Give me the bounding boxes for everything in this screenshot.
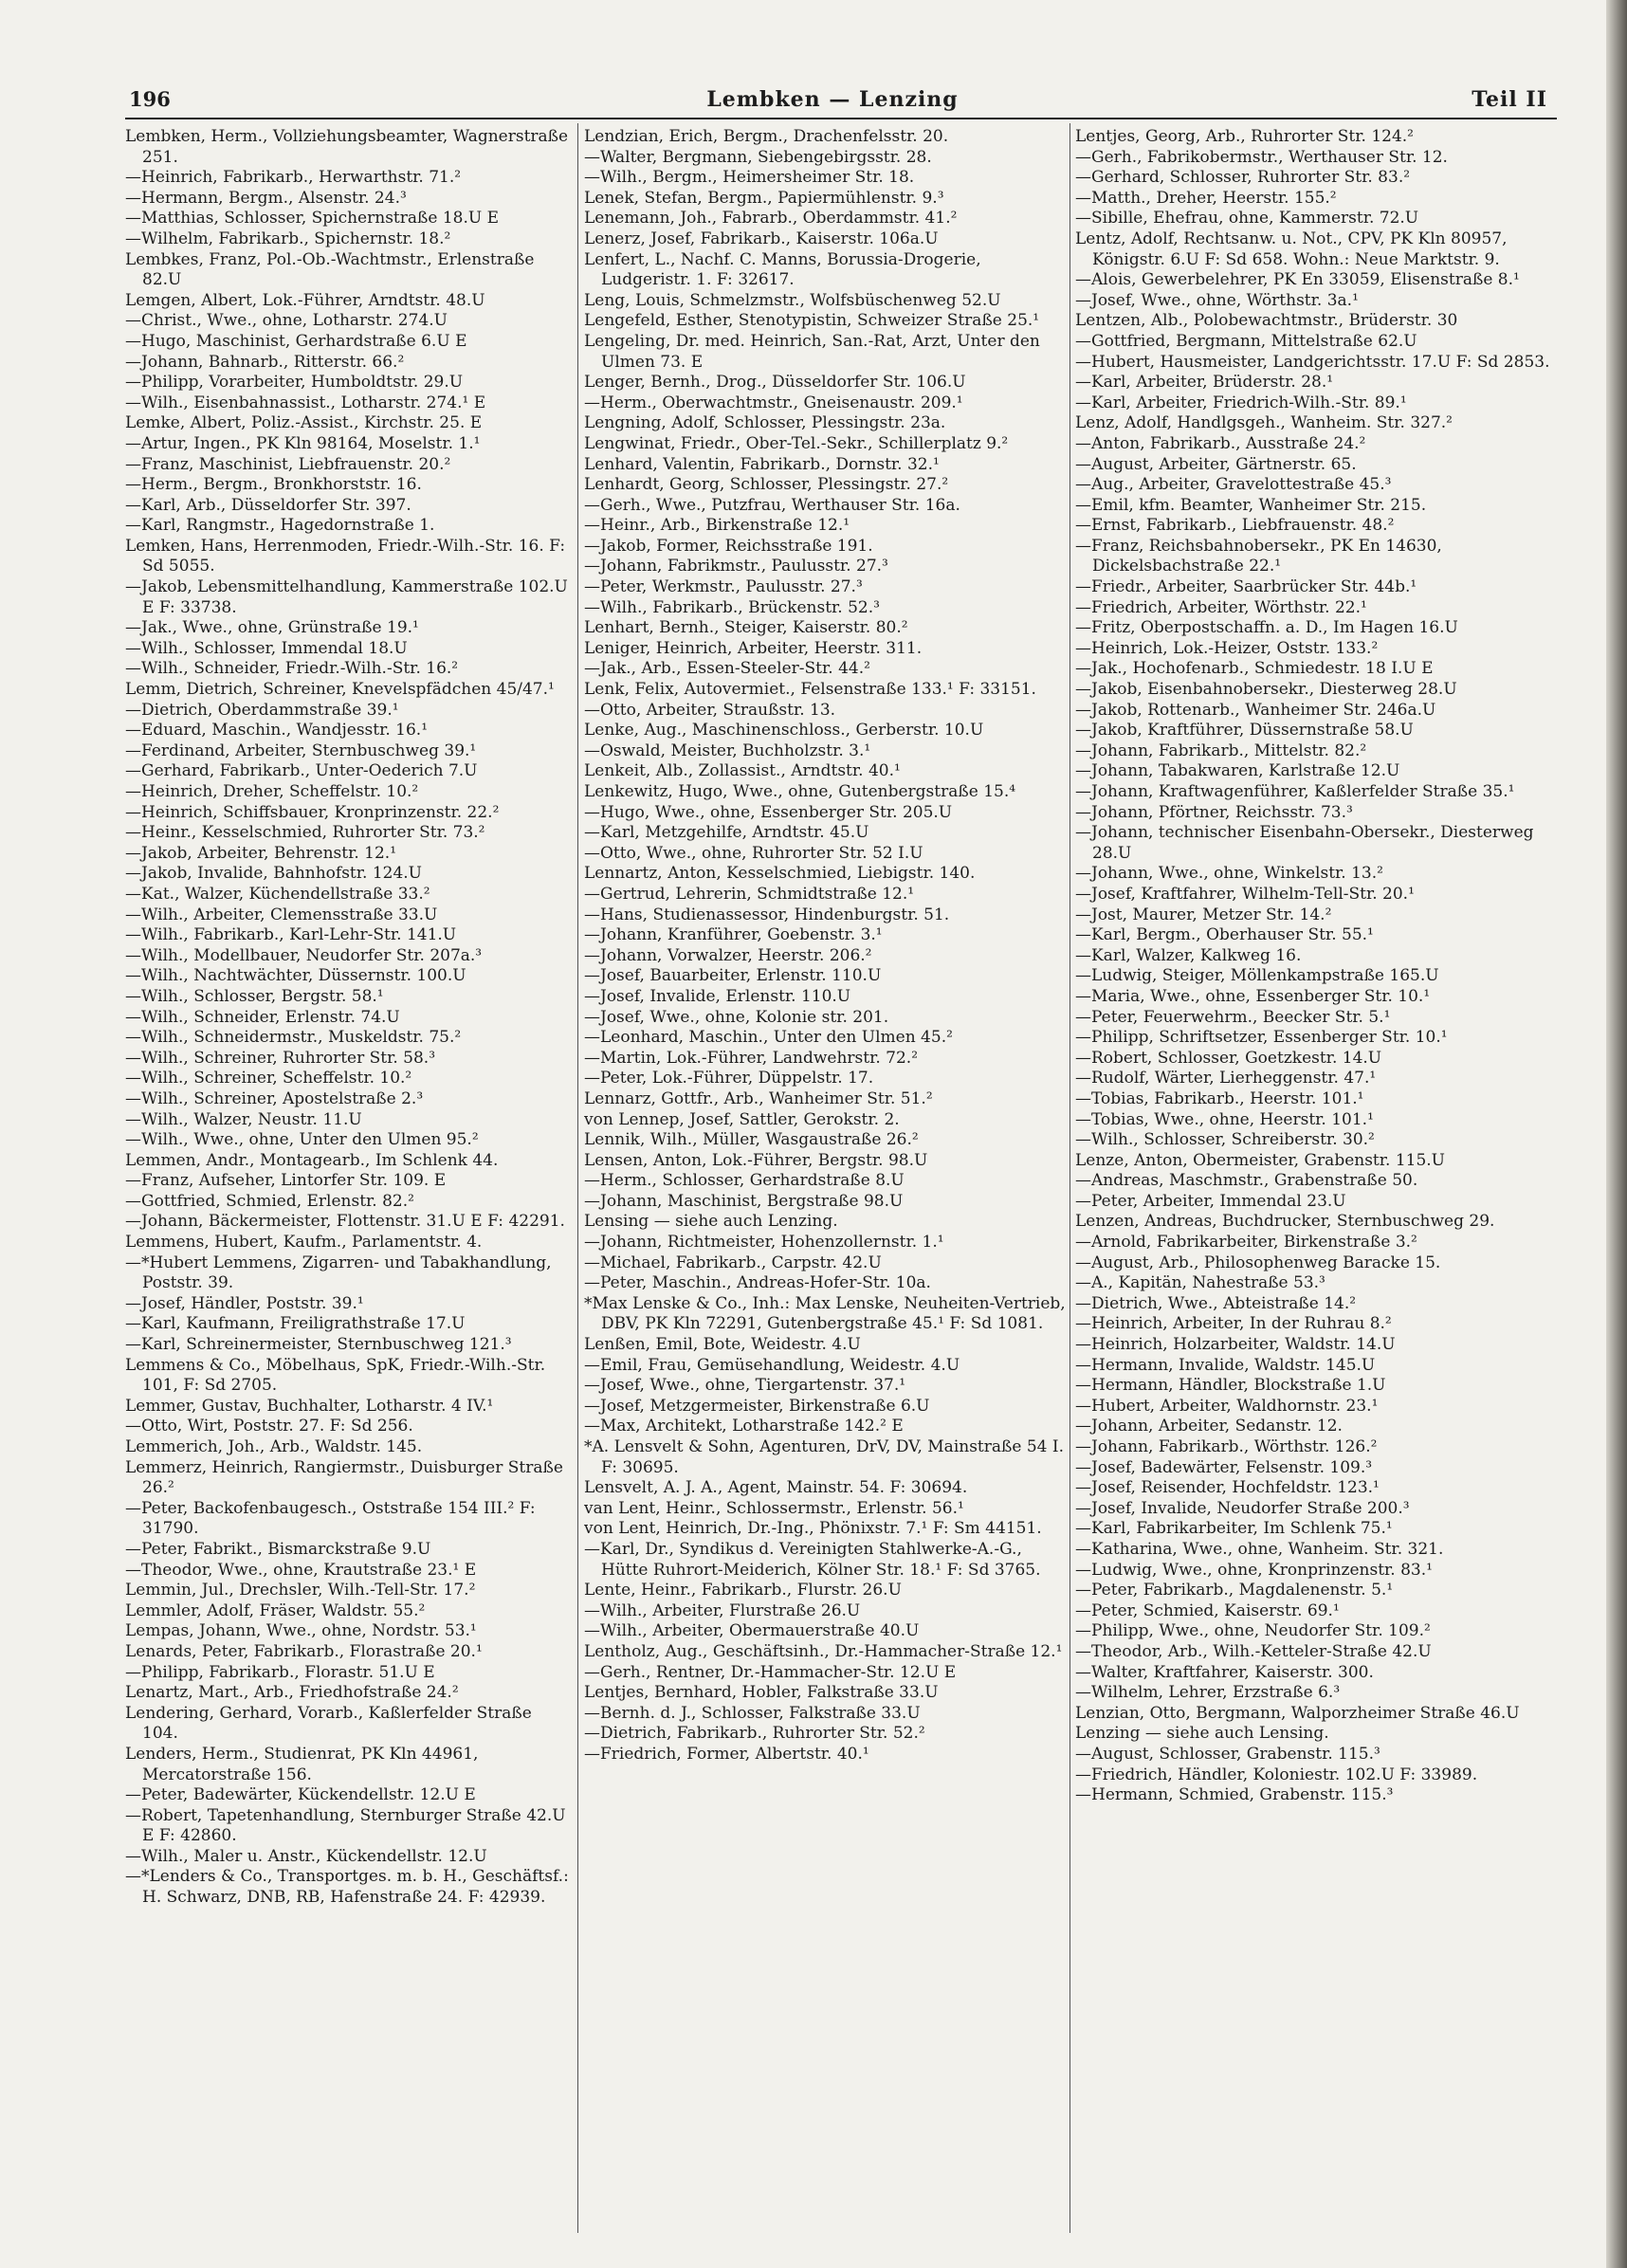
directory-entry: —Jak., Wwe., ohne, Grünstraße 19.¹ [125, 618, 419, 638]
directory-entry: —Robert, Tapetenhandlung, Sternburger Straße 42.U E F: 42860. [125, 1805, 566, 1846]
directory-entry: Lengeling, Dr. med. Heinrich, San.-Rat, Arzt, Unter den Ulmen 73. E [584, 331, 1040, 372]
directory-entry: —Ernst, Fabrikarb., Liebfrauenstr. 48.² [1075, 516, 1395, 536]
directory-entry: Lenz, Adolf, Handlgsgeh., Wanheim. Str. 327.² [1075, 413, 1453, 433]
directory-entry: —Gerhard, Fabrikarb., Unter-Oederich 7.U [125, 761, 478, 781]
directory-entry: —Peter, Feuerwehrm., Beecker Str. 5.¹ [1075, 1007, 1391, 1027]
directory-entry: —Emil, Frau, Gemüsehandlung, Weidestr. 4.U [584, 1355, 960, 1375]
directory-entry: Lengwinat, Friedr., Ober-Tel.-Sekr., Schillerplatz 9.² [584, 433, 1009, 453]
directory-entry: —*Lenders & Co., Transportges. m. b. H., Geschäftsf.: H. Schwarz, DNB, RB, Hafenstraße 24. F: 42939. [125, 1867, 569, 1908]
directory-entry: —Arnold, Fabrikarbeiter, Birkenstraße 3.² [1075, 1233, 1417, 1253]
directory-entry: Lenze, Anton, Obermeister, Grabenstr. 115.U [1075, 1150, 1446, 1170]
directory-entry: —Heinrich, Schiffsbauer, Kronprinzenstr. 22.² [125, 802, 500, 822]
directory-entry: Lengning, Adolf, Schlosser, Plessingstr. 23a. [584, 413, 946, 433]
directory-entry: —Gertrud, Lehrerin, Schmidtstraße 12.¹ [584, 884, 915, 904]
directory-entry: —Wilh., Eisenbahnassist., Lotharstr. 274.¹ E [125, 393, 486, 412]
directory-entry: —Heinrich, Dreher, Scheffelstr. 10.² [125, 782, 419, 801]
directory-entry: —Walter, Kraftfahrer, Kaiserstr. 300. [1075, 1662, 1374, 1682]
directory-entry: —Jakob, Invalide, Bahnhofstr. 124.U [125, 864, 423, 884]
directory-entry: —Jakob, Former, Reichsstraße 191. [584, 536, 873, 556]
page-header [91, 87, 1574, 116]
directory-entry: —Karl, Fabrikarbeiter, Im Schlenk 75.¹ [1075, 1519, 1393, 1539]
directory-entry: —Bernh. d. J., Schlosser, Falkstraße 33.U [584, 1703, 921, 1723]
directory-entry: Lenemann, Joh., Fabrarb., Oberdammstr. 41.² [584, 209, 958, 229]
directory-entry: —Wilhelm, Lehrer, Erzstraße 6.³ [1075, 1683, 1341, 1703]
directory-entry: Lendering, Gerhard, Vorarb., Kaßlerfelder Straße 104. [125, 1703, 532, 1744]
directory-entry: —Wilh., Schlosser, Schreiberstr. 30.² [1075, 1130, 1375, 1150]
directory-entry: —Wilh., Schreiner, Ruhrorter Str. 58.³ [125, 1048, 436, 1068]
directory-entry: —Wilh., Schneider, Friedr.-Wilh.-Str. 16.² [125, 659, 459, 679]
directory-entry: —Kat., Walzer, Küchendellstraße 33.² [125, 884, 430, 904]
directory-entry: —Friedr., Arbeiter, Saarbrücker Str. 44b.¹ [1075, 577, 1417, 597]
directory-entry: —Karl, Walzer, Kalkweg 16. [1075, 945, 1302, 965]
directory-entry: —Ferdinand, Arbeiter, Sternbuschweg 39.¹ [125, 741, 477, 760]
directory-entry: —Emil, kfm. Beamter, Wanheimer Str. 215. [1075, 495, 1427, 515]
directory-entry: Lemgen, Albert, Lok.-Führer, Arndtstr. 48.U [125, 290, 485, 310]
directory-entry: —Leonhard, Maschin., Unter den Ulmen 45.² [584, 1028, 953, 1048]
directory-entry: —Johann, Fabrikarb., Wörthstr. 126.² [1075, 1437, 1378, 1456]
directory-entry: —Gerh., Fabrikobermstr., Werthauser Str. 12. [1075, 147, 1448, 167]
directory-entry: Lenhard, Valentin, Fabrikarb., Dornstr. 32.¹ [584, 454, 940, 474]
directory-entry: Lenders, Herm., Studienrat, PK Kln 44961, Mercatorstraße 156. [125, 1744, 479, 1784]
directory-entry: —Peter, Lok.-Führer, Düppelstr. 17. [584, 1069, 874, 1088]
directory-entry: *Max Lenske & Co., Inh.: Max Lenske, Neuheiten-Vertrieb, DBV, PK Kln 72291, Gutenbergstraße 45.¹ F: Sd 1081. [584, 1293, 1066, 1334]
directory-entry: —Otto, Wwe., ohne, Ruhrorter Str. 52 I.U [584, 843, 923, 863]
directory-entry: —Anton, Fabrikarb., Ausstraße 24.² [1075, 433, 1366, 453]
directory-entry: —Heinrich, Arbeiter, In der Ruhrau 8.² [1075, 1314, 1392, 1334]
directory-entry: —Eduard, Maschin., Wandjesstr. 16.¹ [125, 721, 429, 741]
directory-entry: —Josef, Wwe., ohne, Tiergartenstr. 37.¹ [584, 1376, 906, 1396]
directory-entry: —Johann, Kraftwagenführer, Kaßlerfelder Straße 35.¹ [1075, 782, 1515, 801]
directory-entry: —Gerh., Rentner, Dr.-Hammacher-Str. 12.U E [584, 1662, 957, 1682]
directory-entry: —Philipp, Schriftsetzer, Essenberger Str. 10.¹ [1075, 1028, 1448, 1048]
directory-entry: —Andreas, Maschmstr., Grabenstraße 50. [1075, 1171, 1418, 1191]
directory-entry: Lemmin, Jul., Drechsler, Wilh.-Tell-Str. 17.² [125, 1581, 476, 1600]
directory-entry: —Johann, Pförtner, Reichsstr. 73.³ [1075, 802, 1353, 822]
directory-entry: —Herm., Schlosser, Gerhardstraße 8.U [584, 1171, 905, 1191]
directory-entry: Lensing — siehe auch Lenzing. [584, 1212, 838, 1232]
directory-entry: —Wilh., Fabrikarb., Brückenstr. 52.³ [584, 597, 880, 617]
directory-entry: —Wilh., Nachtwächter, Düssernstr. 100.U [125, 966, 466, 986]
directory-entry: —Peter, Maschin., Andreas-Hofer-Str. 10a. [584, 1273, 931, 1293]
directory-entry: —Karl, Arbeiter, Friedrich-Wilh.-Str. 89.¹ [1075, 393, 1407, 412]
directory-entry: —Jakob, Lebensmittelhandlung, Kammerstraße 102.U E F: 33738. [125, 577, 568, 617]
directory-entry: —Ludwig, Steiger, Möllenkampstraße 165.U [1075, 966, 1439, 986]
directory-entry: Leng, Louis, Schmelzmstr., Wolfsbüschenweg 52.U [584, 290, 1001, 310]
directory-entry: Lensvelt, A. J. A., Agent, Mainstr. 54. F: 30694. [584, 1478, 968, 1498]
directory-entry: —Alois, Gewerbelehrer, PK En 33059, Elisenstraße 8.¹ [1075, 270, 1520, 290]
directory-entry: van Lent, Heinr., Schlossermstr., Erlenstr. 56.¹ [584, 1498, 964, 1518]
directory-entry: —Rudolf, Wärter, Lierheggenstr. 47.¹ [1075, 1069, 1377, 1088]
directory-entry: —Dietrich, Fabrikarb., Ruhrorter Str. 52.² [584, 1724, 925, 1744]
directory-entry: —Philipp, Fabrikarb., Florastr. 51.U E [125, 1662, 435, 1682]
directory-entry: —Maria, Wwe., ohne, Essenberger Str. 10.¹ [1075, 986, 1431, 1006]
directory-entry: Lentz, Adolf, Rechtsanw. u. Not., CPV, PK Kln 80957, Königstr. 6.U F: Sd 658. Wohn.: Neue Marktstr. 9. [1075, 229, 1508, 269]
directory-entry: —Wilhelm, Fabrikarb., Spichernstr. 18.² [125, 229, 451, 248]
directory-entry: Lennik, Wilh., Müller, Wasgaustraße 26.² [584, 1130, 919, 1150]
directory-entry: —Heinrich, Holzarbeiter, Waldstr. 14.U [1075, 1335, 1396, 1355]
part-label: Teil II [1472, 87, 1547, 112]
column-1 [125, 127, 573, 2232]
directory-entry: —Hugo, Maschinist, Gerhardstraße 6.U E [125, 331, 467, 351]
directory-entry: —Peter, Werkmstr., Paulusstr. 27.³ [584, 577, 863, 597]
directory-entry: —Johann, Wwe., ohne, Winkelstr. 13.² [1075, 864, 1383, 884]
directory-entry: Leniger, Heinrich, Arbeiter, Heerstr. 311. [584, 638, 923, 658]
directory-entry: —Karl, Kaufmann, Freiligrathstraße 17.U [125, 1314, 466, 1334]
directory-entry: —Johann, Kranführer, Goebenstr. 3.¹ [584, 925, 883, 945]
directory-entry: —Wilh., Wwe., ohne, Unter den Ulmen 95.² [125, 1130, 479, 1150]
directory-entry: —Wilh., Schneidermstr., Muskeldstr. 75.² [125, 1028, 462, 1048]
directory-entry: Lemmerich, Joh., Arb., Waldstr. 145. [125, 1437, 423, 1456]
directory-entry: —Karl, Dr., Syndikus d. Vereinigten Stahlwerke-A.-G., Hütte Ruhrort-Meiderich, Kölner Str. 18.¹ F: Sd 3765. [584, 1539, 1041, 1580]
directory-entry: —Peter, Badewärter, Kückendellstr. 12.U E [125, 1785, 476, 1805]
directory-entry: —Josef, Wwe., ohne, Wörthstr. 3a.¹ [1075, 290, 1359, 310]
directory-entry: Lengefeld, Esther, Stenotypistin, Schweizer Straße 25.¹ [584, 311, 1040, 331]
directory-entry: —Gerh., Wwe., Putzfrau, Werthauser Str. 16a. [584, 495, 960, 515]
directory-entry: Lenhart, Bernh., Steiger, Kaiserstr. 80.² [584, 618, 908, 638]
directory-entry: —Theodor, Arb., Wilh.-Ketteler-Straße 42.U [1075, 1641, 1432, 1661]
directory-entry: Lente, Heinr., Fabrikarb., Flurstr. 26.U [584, 1581, 902, 1600]
header-rule [125, 118, 1557, 119]
directory-entry: Lempas, Johann, Wwe., ohne, Nordstr. 53.¹ [125, 1621, 477, 1641]
directory-entry: —Josef, Kraftfahrer, Wilhelm-Tell-Str. 20.¹ [1075, 884, 1415, 904]
directory-entry: Lemmler, Adolf, Fräser, Waldstr. 55.² [125, 1600, 426, 1620]
directory-entry: —Michael, Fabrikarb., Carpstr. 42.U [584, 1253, 882, 1272]
directory-entry: Lemmerz, Heinrich, Rangiermstr., Duisburger Straße 26.² [125, 1457, 563, 1498]
directory-entry: —Karl, Arb., Düsseldorfer Str. 397. [125, 495, 411, 515]
directory-entry: —Karl, Metzgehilfe, Arndtstr. 45.U [584, 823, 869, 843]
directory-entry: —Heinr., Kesselschmied, Ruhrorter Str. 73.² [125, 823, 485, 843]
directory-entry: —Peter, Fabrikarb., Magdalenenstr. 5.¹ [1075, 1581, 1394, 1600]
directory-entry: —Gottfried, Bergmann, Mittelstraße 62.U [1075, 331, 1417, 351]
directory-entry: Lemmen, Andr., Montagearb., Im Schlenk 44. [125, 1150, 499, 1170]
directory-entry: —Wilh., Schlosser, Bergstr. 58.¹ [125, 986, 384, 1006]
directory-entry: —August, Schlosser, Grabenstr. 115.³ [1075, 1744, 1380, 1764]
directory-entry: —Franz, Reichsbahnobersekr., PK En 14630, Dickelsbachstraße 22.¹ [1075, 536, 1442, 576]
directory-entry: Lentholz, Aug., Geschäftsinh., Dr.-Hammacher-Straße 12.¹ [584, 1641, 1063, 1661]
directory-entry: —Wilh., Maler u. Anstr., Kückendellstr. 12.U [125, 1846, 487, 1866]
directory-entry: Lenkeit, Alb., Zollassist., Arndtstr. 40.¹ [584, 761, 901, 781]
directory-entry: —Jak., Arb., Essen-Steeler-Str. 44.² [584, 659, 870, 679]
directory-entry: —Johann, technischer Eisenbahn-Obersekr., Diesterweg 28.U [1075, 823, 1534, 863]
directory-entry: —August, Arbeiter, Gärtnerstr. 65. [1075, 454, 1357, 474]
directory-entry: —Wilh., Schreiner, Apostelstraße 2.³ [125, 1088, 424, 1108]
directory-entry: —Matth., Dreher, Heerstr. 155.² [1075, 188, 1337, 208]
directory-entry: —Aug., Arbeiter, Gravelottestraße 45.³ [1075, 475, 1392, 495]
directory-entry: —Christ., Wwe., ohne, Lotharstr. 274.U [125, 311, 448, 331]
directory-entry: Lennarz, Gottfr., Arb., Wanheimer Str. 51.² [584, 1088, 933, 1108]
directory-entry: —Otto, Arbeiter, Straußstr. 13. [584, 700, 836, 720]
directory-entry: —Heinr., Arb., Birkenstraße 12.¹ [584, 516, 850, 536]
directory-entry: Lenards, Peter, Fabrikarb., Florastraße 20.¹ [125, 1641, 483, 1661]
directory-entry: —Peter, Arbeiter, Immendal 23.U [1075, 1191, 1346, 1211]
directory-entry: —Wilh., Arbeiter, Clemensstraße 33.U [125, 905, 438, 924]
directory-entry: —Josef, Bauarbeiter, Erlenstr. 110.U [584, 966, 882, 986]
directory-entry: —Martin, Lok.-Führer, Landwehrstr. 72.² [584, 1048, 919, 1068]
directory-entry: —Johann, Arbeiter, Sedanstr. 12. [1075, 1417, 1343, 1436]
directory-entry: —Wilh., Arbeiter, Flurstraße 26.U [584, 1600, 861, 1620]
directory-entry: —Herm., Oberwachtmstr., Gneisenaustr. 209.¹ [584, 393, 963, 412]
directory-entry: —Johann, Fabrikarb., Mittelstr. 82.² [1075, 741, 1367, 760]
directory-entry: —Fritz, Oberpostschaffn. a. D., Im Hagen 16.U [1075, 618, 1458, 638]
directory-entry: —Theodor, Wwe., ohne, Krautstraße 23.¹ E [125, 1560, 477, 1580]
directory-entry: Lendzian, Erich, Bergm., Drachenfelsstr. 20. [584, 127, 949, 146]
directory-entry: Lenartz, Mart., Arb., Friedhofstraße 24.² [125, 1683, 459, 1703]
directory-entry: —Wilh., Modellbauer, Neudorfer Str. 207a.³ [125, 945, 483, 965]
directory-entry: —Jakob, Kraftführer, Düssernstraße 58.U [1075, 721, 1414, 741]
directory-entry: —Josef, Invalide, Erlenstr. 110.U [584, 986, 851, 1006]
directory-entry: —Johann, Fabrikmstr., Paulusstr. 27.³ [584, 557, 888, 576]
running-title: Lembken — Lenzing [706, 87, 959, 112]
directory-entry: —Max, Architekt, Lotharstraße 142.² E [584, 1417, 904, 1436]
column-3 [1075, 127, 1559, 2232]
directory-entry: —Hermann, Bergm., Alsenstr. 24.³ [125, 188, 407, 208]
directory-entry: —Tobias, Fabrikarb., Heerstr. 101.¹ [1075, 1088, 1364, 1108]
directory-entry: Lenk, Felix, Autovermiet., Felsenstraße 133.¹ F: 33151. [584, 680, 1036, 700]
directory-entry: —Gottfried, Schmied, Erlenstr. 82.² [125, 1191, 414, 1211]
directory-entry: —Karl, Arbeiter, Brüderstr. 28.¹ [1075, 373, 1334, 393]
directory-entry: —Josef, Reisender, Hochfeldstr. 123.¹ [1075, 1478, 1380, 1498]
directory-entry: —Jakob, Rottenarb., Wanheimer Str. 246a.U [1075, 700, 1436, 720]
directory-entry: —Hans, Studienassessor, Hindenburgstr. 51. [584, 905, 950, 924]
directory-entry: Lenhardt, Georg, Schlosser, Plessingstr. 27.² [584, 475, 949, 495]
directory-entry: —Wilh., Schlosser, Immendal 18.U [125, 638, 408, 658]
directory-entry: —Josef, Invalide, Neudorfer Straße 200.³ [1075, 1498, 1410, 1518]
directory-entry: Lemke, Albert, Poliz.-Assist., Kirchstr. 25. E [125, 413, 483, 433]
directory-entry: —Wilh., Walzer, Neustr. 11.U [125, 1109, 362, 1129]
directory-entry: —Johann, Bahnarb., Ritterstr. 66.² [125, 352, 405, 372]
directory-entry: —A., Kapitän, Nahestraße 53.³ [1075, 1273, 1325, 1293]
directory-entry: —Philipp, Vorarbeiter, Humboldtstr. 29.U [125, 373, 464, 393]
directory-entry: Lentjes, Georg, Arb., Ruhrorter Str. 124.² [1075, 127, 1414, 146]
directory-entry: *A. Lensvelt & Sohn, Agenturen, DrV, DV, Mainstraße 54 I. F: 30695. [584, 1437, 1064, 1477]
directory-entry: von Lennep, Josef, Sattler, Gerokstr. 2. [584, 1109, 900, 1129]
directory-entry: —Wilh., Fabrikarb., Karl-Lehr-Str. 141.U [125, 925, 457, 945]
directory-entry: —Wilh., Bergm., Heimersheimer Str. 18. [584, 168, 915, 188]
directory-entry: —Johann, Tabakwaren, Karlstraße 12.U [1075, 761, 1400, 781]
directory-entry: —Hermann, Schmied, Grabenstr. 115.³ [1075, 1785, 1394, 1805]
directory-entry: —Katharina, Wwe., ohne, Wanheim. Str. 321. [1075, 1539, 1444, 1559]
directory-entry: —Wilh., Schreiner, Scheffelstr. 10.² [125, 1069, 412, 1088]
directory-entry: —Herm., Bergm., Bronkhorststr. 16. [125, 475, 422, 495]
directory-entry: —Friedrich, Arbeiter, Wörthstr. 22.¹ [1075, 597, 1367, 617]
directory-entry: —Tobias, Wwe., ohne, Heerstr. 101.¹ [1075, 1109, 1374, 1129]
directory-entry: —Jakob, Eisenbahnobersekr., Diesterweg 28.U [1075, 680, 1457, 700]
directory-entry: —Jost, Maurer, Metzer Str. 14.² [1075, 905, 1332, 924]
directory-entry: —Hubert, Arbeiter, Waldhornstr. 23.¹ [1075, 1396, 1379, 1416]
directory-entry: —Franz, Maschinist, Liebfrauenstr. 20.² [125, 454, 451, 474]
directory-entry: —Johann, Vorwalzer, Heerstr. 206.² [584, 945, 872, 965]
directory-entry: —Karl, Rangmstr., Hagedornstraße 1. [125, 516, 435, 536]
directory-entry: —Matthias, Schlosser, Spichernstraße 18.U E [125, 209, 500, 229]
directory-entry: —Dietrich, Oberdammstraße 39.¹ [125, 700, 399, 720]
directory-entry: —Hugo, Wwe., ohne, Essenberger Str. 205.U [584, 802, 953, 822]
directory-entry: —Dietrich, Wwe., Abteistraße 14.² [1075, 1293, 1357, 1313]
directory-entry: Lemm, Dietrich, Schreiner, Knevelspfädchen 45/47.¹ [125, 680, 555, 700]
page-number: 196 [129, 87, 171, 111]
directory-entry: Lembkes, Franz, Pol.-Ob.-Wachtmstr., Erlenstraße 82.U [125, 249, 535, 290]
directory-entry: —Johann, Richtmeister, Hohenzollernstr. 1.¹ [584, 1233, 944, 1253]
directory-entry: Lenzen, Andreas, Buchdrucker, Sternbuschweg 29. [1075, 1212, 1495, 1232]
directory-entry: Lenfert, L., Nachf. C. Manns, Borussia-Drogerie, Ludgeristr. 1. F: 32617. [584, 249, 981, 290]
directory-entry: —Heinrich, Lok.-Heizer, Oststr. 133.² [1075, 638, 1379, 658]
directory-entry: Lentjes, Bernhard, Hobler, Falkstraße 33.U [584, 1683, 939, 1703]
directory-entry: Lemmer, Gustav, Buchhalter, Lotharstr. 4 IV.¹ [125, 1396, 494, 1416]
directory-entry: Lenzing — siehe auch Lensing. [1075, 1724, 1329, 1744]
directory-entry: —Oswald, Meister, Buchholzstr. 3.¹ [584, 741, 871, 760]
directory-entry: —Gerhard, Schlosser, Ruhrorter Str. 83.² [1075, 168, 1411, 188]
directory-entry: Lembken, Herm., Vollziehungsbeamter, Wagnerstraße 251. [125, 127, 569, 167]
directory-entry: —Otto, Wirt, Poststr. 27. F: Sd 256. [125, 1417, 413, 1436]
directory-entry: —*Hubert Lemmens, Zigarren- und Tabakhandlung, Poststr. 39. [125, 1253, 552, 1293]
directory-entry: Lenkewitz, Hugo, Wwe., ohne, Gutenbergstraße 15.⁴ [584, 782, 1016, 801]
directory-entry: —Peter, Fabrikt., Bismarckstraße 9.U [125, 1539, 431, 1559]
directory-entry: —Hubert, Hausmeister, Landgerichtsstr. 17.U F: Sd 2853. [1075, 352, 1550, 372]
directory-entry: —Hermann, Händler, Blockstraße 1.U [1075, 1376, 1386, 1396]
directory-entry: Lenek, Stefan, Bergm., Papiermühlenstr. 9.³ [584, 188, 944, 208]
directory-entry: —Jakob, Arbeiter, Behrenstr. 12.¹ [125, 843, 397, 863]
directory-entry: —Walter, Bergmann, Siebengebirgsstr. 28. [584, 147, 932, 167]
directory-entry: Lennartz, Anton, Kesselschmied, Liebigstr. 140. [584, 864, 976, 884]
directory-entry: Lenerz, Josef, Fabrikarb., Kaiserstr. 106a.U [584, 229, 939, 248]
directory-entry: —Johann, Bäckermeister, Flottenstr. 31.U E F: 42291. [125, 1212, 565, 1232]
directory-entry: Lemmens, Hubert, Kaufm., Parlamentstr. 4. [125, 1233, 483, 1253]
directory-entry: —Karl, Bergm., Oberhauser Str. 55.¹ [1075, 925, 1374, 945]
directory-entry: —Peter, Backofenbaugesch., Oststraße 154 III.² F: 31790. [125, 1498, 536, 1539]
directory-entry: —Heinrich, Fabrikarb., Herwarthstr. 71.² [125, 168, 462, 188]
column-divider [1069, 123, 1070, 2233]
directory-entry: Lenger, Bernh., Drog., Düsseldorfer Str. 106.U [584, 373, 966, 393]
directory-entry: —Philipp, Wwe., ohne, Neudorfer Str. 109.² [1075, 1621, 1431, 1641]
directory-entry: —Robert, Schlosser, Goetzkestr. 14.U [1075, 1048, 1382, 1068]
directory-entry: —Josef, Badewärter, Felsenstr. 109.³ [1075, 1457, 1373, 1477]
directory-entry: Lensen, Anton, Lok.-Führer, Bergstr. 98.U [584, 1150, 928, 1170]
column-divider [577, 123, 578, 2233]
directory-entry: —Josef, Metzgermeister, Birkenstraße 6.U [584, 1396, 930, 1416]
directory-entry: Lenßen, Emil, Bote, Weidestr. 4.U [584, 1335, 861, 1355]
directory-entry: —Friedrich, Former, Albertstr. 40.¹ [584, 1744, 869, 1764]
directory-entry: von Lent, Heinrich, Dr.-Ing., Phönixstr. 7.¹ F: Sm 44151. [584, 1519, 1042, 1539]
directory-entry: —Wilh., Schneider, Erlenstr. 74.U [125, 1007, 400, 1027]
directory-entry: —Franz, Aufseher, Lintorfer Str. 109. E [125, 1171, 447, 1191]
directory-entry: —Wilh., Arbeiter, Obermauerstraße 40.U [584, 1621, 920, 1641]
directory-entry: —Artur, Ingen., PK Kln 98164, Moselstr. 1.¹ [125, 433, 481, 453]
directory-entry: Lemken, Hans, Herrenmoden, Friedr.-Wilh.-Str. 16. F: Sd 5055. [125, 536, 566, 576]
directory-entry: Lemmens & Co., Möbelhaus, SpK, Friedr.-Wilh.-Str. 101, F: Sd 2705. [125, 1355, 546, 1396]
directory-entry: Lenke, Aug., Maschinenschloss., Gerberstr. 10.U [584, 721, 984, 741]
page-edge-shadow [1606, 0, 1627, 2268]
column-2 [584, 127, 1066, 2232]
directory-entry: —Friedrich, Händler, Koloniestr. 102.U F: 33989. [1075, 1765, 1478, 1784]
directory-entry: Lentzen, Alb., Polobewachtmstr., Brüderstr. 30 [1075, 311, 1458, 331]
directory-entry: —Johann, Maschinist, Bergstraße 98.U [584, 1191, 904, 1211]
directory-entry: —Josef, Händler, Poststr. 39.¹ [125, 1293, 364, 1313]
directory-entry: —Karl, Schreinermeister, Sternbuschweg 121.³ [125, 1335, 512, 1355]
directory-entry: Lenzian, Otto, Bergmann, Walporzheimer Straße 46.U [1075, 1703, 1520, 1723]
directory-entry: —Jak., Hochofenarb., Schmiedestr. 18 I.U E [1075, 659, 1434, 679]
directory-entry: —Hermann, Invalide, Waldstr. 145.U [1075, 1355, 1376, 1375]
directory-entry: —August, Arb., Philosophenweg Baracke 15. [1075, 1253, 1441, 1272]
directory-entry: —Peter, Schmied, Kaiserstr. 69.¹ [1075, 1600, 1340, 1620]
directory-entry: —Sibille, Ehefrau, ohne, Kammerstr. 72.U [1075, 209, 1419, 229]
directory-entry: —Ludwig, Wwe., ohne, Kronprinzenstr. 83.¹ [1075, 1560, 1433, 1580]
directory-entry: —Josef, Wwe., ohne, Kolonie str. 201. [584, 1007, 889, 1027]
